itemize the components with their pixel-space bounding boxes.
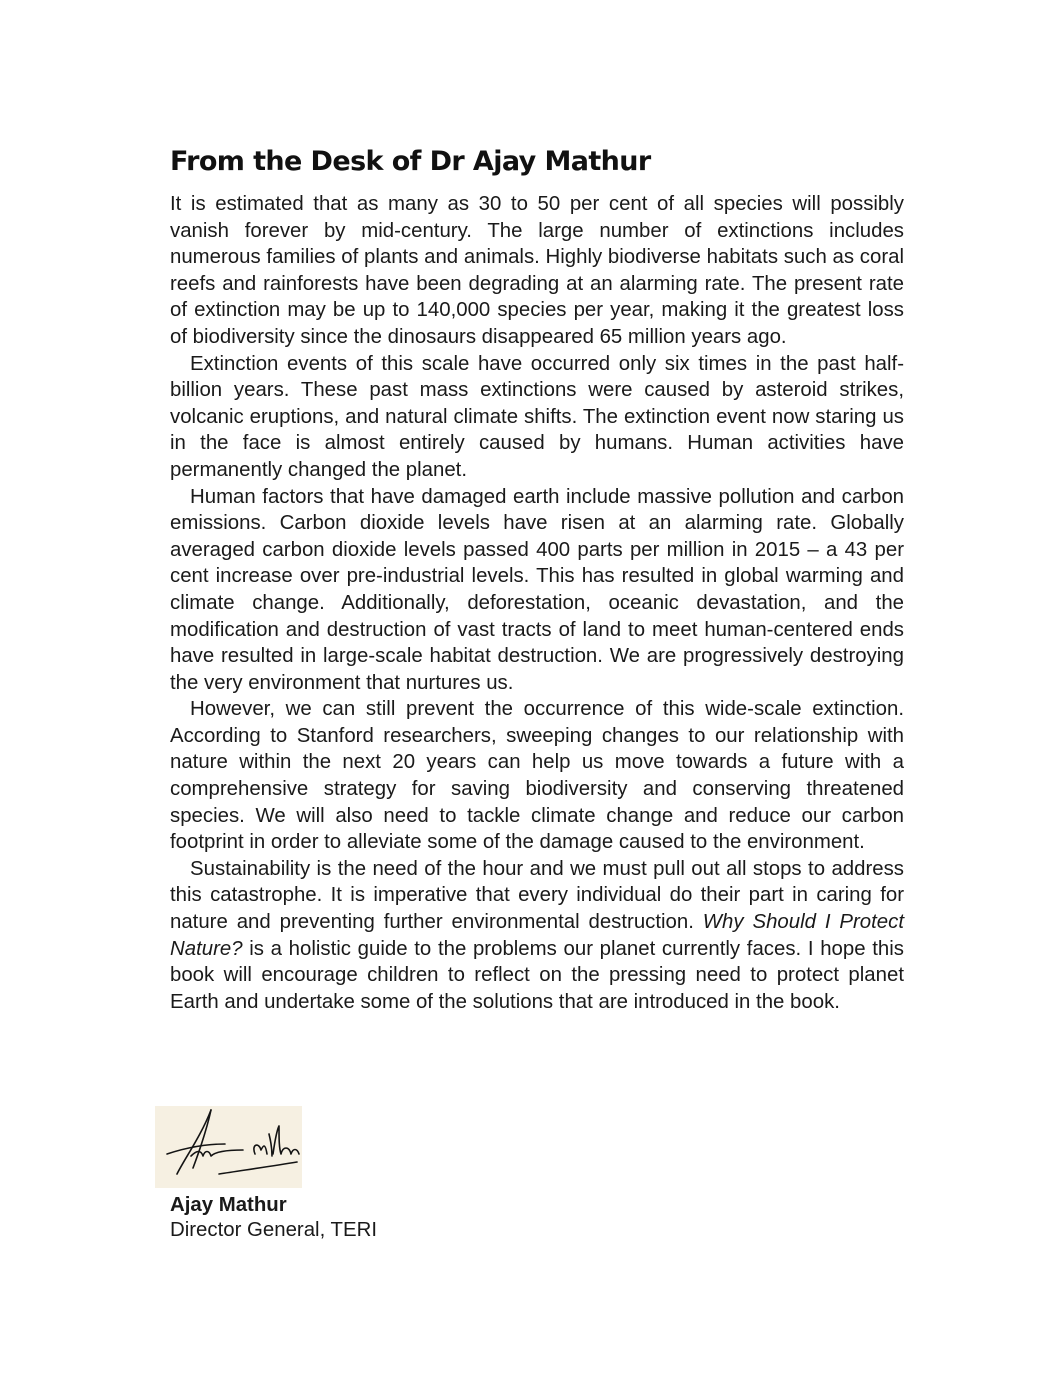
paragraph-1: It is estimated that as many as 30 to 50 per cent of all species will possibly vanish forever by mid-century. The large number of extinctions includes numerous families of plants and animals. Highly biodiverse habitats such as coral reefs and rainforests have been degrading at an alarming rate. The present rate of extinction may be up to 140,000 species per year, making it the greatest loss of biodiversity since the dinosaurs disappeared 65 million years ago. [170, 193, 904, 348]
signatory-designation: Director General, TERI [170, 1219, 377, 1241]
signature-image [155, 1106, 302, 1188]
paragraph-4: However, we can still prevent the occurrence of this wide-scale extinction. According to Stanford researchers, sweeping changes to our relationship with nature within the next 20 years can help us move towards a future with a comprehensive strategy for saving biodiversity and conserving threatened species. We will also need to tackle climate change and reduce our carbon footprint in order to alleviate some of the damage caused to the environment. [170, 698, 904, 854]
paragraph-5 [170, 856, 904, 1016]
paragraph-3: Human factors that have damaged earth include massive pollution and carbon emissions. Carbon dioxide levels have risen at an alarming rate. Globally averaged carbon dioxide levels passed 400 parts per million in 2015 – a 43 per cent increase over pre-industrial levels. This has resulted in global warming and climate change. Additionally, deforestation, oceanic devastation, and the modification and destruction of vast tracts of land to meet human-centered ends have resulted in large-scale habitat destruction. We are progressively destroying the very environment that nurtures us. [170, 485, 904, 694]
paragraph-2: Extinction events of this scale have occurred only six times in the past half-billion years. These past mass extinctions were caused by asteroid strikes, volcanic eruptions, and natural climate shifts. The extinction event now staring us in the face is almost entirely caused by humans. Human activities have permanently changed the planet. [170, 352, 904, 481]
book-title: Why Should I Protect Nature? [170, 911, 904, 960]
paragraph-5-text-start: Sustainability is the need of the hour and we must pull out all stops to address this catastrophe. It is imperative that every individual do their part in caring for nature and preventing further environmental destruction. [170, 857, 904, 934]
signatory-name: Ajay Mathur [170, 1194, 287, 1216]
letter-body [170, 142, 904, 1015]
page-title: From the Desk of Dr Ajay Mathur [170, 146, 651, 177]
signature-block [170, 1193, 377, 1243]
paragraph-5-text-end: is a holistic guide to the problems our planet currently faces. I hope this book will encourage children to reflect on the pressing need to protect planet Earth and undertake some of the solutions that are introduced in the book. [170, 937, 904, 1013]
handwritten-signature-icon [155, 1106, 302, 1188]
